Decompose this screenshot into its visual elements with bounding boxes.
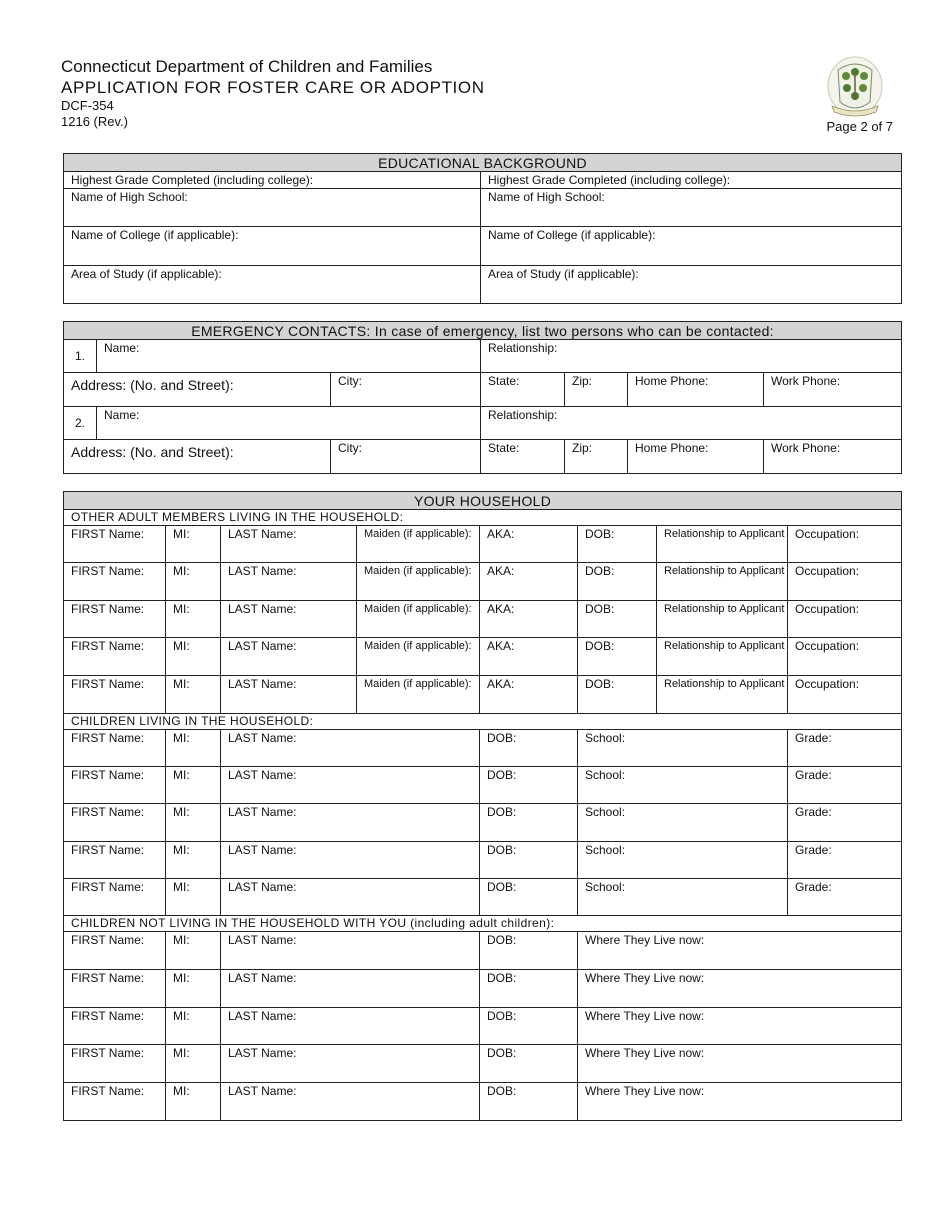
- adult-aka-field[interactable]: AKA:: [480, 526, 578, 563]
- applicant2-high-school-field[interactable]: Name of High School:: [481, 189, 902, 227]
- contact1-relationship-field[interactable]: Relationship:: [481, 340, 902, 373]
- applicant2-college-field[interactable]: Name of College (if applicable):: [481, 227, 902, 266]
- contact2-home-phone-field[interactable]: Home Phone:: [628, 440, 764, 474]
- adult-row: [64, 526, 902, 563]
- child-away-location-field[interactable]: Where They Live now:: [578, 1008, 902, 1045]
- adult-maiden-field[interactable]: Maiden (if applicable):: [357, 526, 480, 563]
- child-dob-field[interactable]: DOB:: [480, 804, 578, 842]
- contact2-city-field[interactable]: City:: [331, 440, 481, 474]
- adult-aka-field[interactable]: AKA:: [480, 601, 578, 638]
- contact-number: 1.: [64, 340, 97, 373]
- child-away-row: [64, 1083, 902, 1121]
- adult-occupation-field[interactable]: Occupation:: [788, 526, 902, 563]
- child-away-first-name-field[interactable]: FIRST Name:: [64, 970, 166, 1008]
- child-grade-field[interactable]: Grade:: [788, 767, 902, 804]
- contact2-state-field[interactable]: State:: [481, 440, 565, 474]
- child-away-row: [64, 1045, 902, 1083]
- adult-maiden-field[interactable]: Maiden (if applicable):: [357, 563, 480, 601]
- adult-row: [64, 638, 902, 676]
- agency-name: Connecticut Department of Children and Families: [61, 57, 433, 76]
- adult-maiden-field[interactable]: Maiden (if applicable):: [357, 676, 480, 714]
- contact2-zip-field[interactable]: Zip:: [565, 440, 628, 474]
- child-row: [64, 804, 902, 842]
- child-away-row: [64, 1008, 902, 1045]
- adult-relationship-field[interactable]: Relationship to Applicant: [657, 526, 788, 563]
- adult-first-name-field[interactable]: FIRST Name:: [64, 676, 166, 714]
- child-school-field[interactable]: School:: [578, 842, 788, 879]
- contact1-zip-field[interactable]: Zip:: [565, 373, 628, 407]
- child-away-last-name-field[interactable]: LAST Name:: [221, 1008, 480, 1045]
- child-away-first-name-field[interactable]: FIRST Name:: [64, 932, 166, 970]
- child-row: [64, 879, 902, 916]
- contact1-state-field[interactable]: State:: [481, 373, 565, 407]
- adult-aka-field[interactable]: AKA:: [480, 563, 578, 601]
- contact2-name-field[interactable]: Name:: [97, 407, 481, 440]
- child-school-field[interactable]: School:: [578, 879, 788, 916]
- applicant1-area-of-study-field[interactable]: Area of Study (if applicable):: [64, 266, 481, 304]
- child-mi-field[interactable]: MI:: [166, 879, 221, 916]
- adult-first-name-field[interactable]: FIRST Name:: [64, 638, 166, 676]
- adult-last-name-field[interactable]: LAST Name:: [221, 601, 357, 638]
- page-number: Page 2 of 7: [826, 119, 893, 134]
- applicant1-high-school-field[interactable]: Name of High School:: [64, 189, 481, 227]
- child-away-last-name-field[interactable]: LAST Name:: [221, 932, 480, 970]
- adult-dob-field[interactable]: DOB:: [578, 676, 657, 714]
- adult-last-name-field[interactable]: LAST Name:: [221, 526, 357, 563]
- child-away-last-name-field[interactable]: LAST Name:: [221, 970, 480, 1008]
- child-first-name-field[interactable]: FIRST Name:: [64, 804, 166, 842]
- adult-occupation-field[interactable]: Occupation:: [788, 638, 902, 676]
- child-first-name-field[interactable]: FIRST Name:: [64, 842, 166, 879]
- adult-occupation-field[interactable]: Occupation:: [788, 676, 902, 714]
- adult-first-name-field[interactable]: FIRST Name:: [64, 601, 166, 638]
- child-away-mi-field[interactable]: MI:: [166, 1045, 221, 1083]
- child-away-row: [64, 970, 902, 1008]
- adult-mi-field[interactable]: MI:: [166, 601, 221, 638]
- child-first-name-field[interactable]: FIRST Name:: [64, 767, 166, 804]
- adult-dob-field[interactable]: DOB:: [578, 638, 657, 676]
- educational-background-table: [63, 153, 902, 304]
- state-seal-icon: [826, 56, 884, 120]
- adult-dob-field[interactable]: DOB:: [578, 526, 657, 563]
- adult-relationship-field[interactable]: Relationship to Applicant: [657, 601, 788, 638]
- adult-mi-field[interactable]: MI:: [166, 638, 221, 676]
- child-away-location-field[interactable]: Where They Live now:: [578, 1083, 902, 1121]
- section-title: YOUR HOUSEHOLD: [64, 492, 902, 510]
- children-heading: CHILDREN LIVING IN THE HOUSEHOLD:: [64, 714, 902, 730]
- adult-last-name-field[interactable]: LAST Name:: [221, 638, 357, 676]
- contact1-work-phone-field[interactable]: Work Phone:: [764, 373, 902, 407]
- applicant2-area-of-study-field[interactable]: Area of Study (if applicable):: [481, 266, 902, 304]
- adult-row: [64, 601, 902, 638]
- child-away-last-name-field[interactable]: LAST Name:: [221, 1083, 480, 1121]
- child-away-dob-field[interactable]: DOB:: [480, 932, 578, 970]
- adult-mi-field[interactable]: MI:: [166, 526, 221, 563]
- adult-first-name-field[interactable]: FIRST Name:: [64, 563, 166, 601]
- child-school-field[interactable]: School:: [578, 767, 788, 804]
- adult-dob-field[interactable]: DOB:: [578, 601, 657, 638]
- child-grade-field[interactable]: Grade:: [788, 879, 902, 916]
- child-first-name-field[interactable]: FIRST Name:: [64, 730, 166, 767]
- contact2-work-phone-field[interactable]: Work Phone:: [764, 440, 902, 474]
- child-away-last-name-field[interactable]: LAST Name:: [221, 1045, 480, 1083]
- contact-number: 2.: [64, 407, 97, 440]
- child-dob-field[interactable]: DOB:: [480, 730, 578, 767]
- child-mi-field[interactable]: MI:: [166, 804, 221, 842]
- form-header: [61, 58, 485, 128]
- child-dob-field[interactable]: DOB:: [480, 842, 578, 879]
- contact2-address-field[interactable]: Address: (No. and Street):: [64, 440, 331, 474]
- child-away-dob-field[interactable]: DOB:: [480, 1045, 578, 1083]
- child-grade-field[interactable]: Grade:: [788, 730, 902, 767]
- child-last-name-field[interactable]: LAST Name:: [221, 842, 480, 879]
- child-row: [64, 767, 902, 804]
- child-away-mi-field[interactable]: MI:: [166, 932, 221, 970]
- child-last-name-field[interactable]: LAST Name:: [221, 730, 480, 767]
- adult-aka-field[interactable]: AKA:: [480, 638, 578, 676]
- adult-occupation-field[interactable]: Occupation:: [788, 601, 902, 638]
- child-dob-field[interactable]: DOB:: [480, 767, 578, 804]
- child-away-dob-field[interactable]: DOB:: [480, 1083, 578, 1121]
- child-away-first-name-field[interactable]: FIRST Name:: [64, 1083, 166, 1121]
- adult-mi-field[interactable]: MI:: [166, 676, 221, 714]
- adult-row: [64, 563, 902, 601]
- adult-relationship-field[interactable]: Relationship to Applicant: [657, 563, 788, 601]
- applicant1-college-field[interactable]: Name of College (if applicable):: [64, 227, 481, 266]
- child-away-row: [64, 932, 902, 970]
- child-away-mi-field[interactable]: MI:: [166, 970, 221, 1008]
- contact1-address-field[interactable]: Address: (No. and Street):: [64, 373, 331, 407]
- children-away-heading: CHILDREN NOT LIVING IN THE HOUSEHOLD WITH YOU (including adult children):: [64, 916, 902, 932]
- child-last-name-field[interactable]: LAST Name:: [221, 879, 480, 916]
- child-away-first-name-field[interactable]: FIRST Name:: [64, 1008, 166, 1045]
- child-grade-field[interactable]: Grade:: [788, 804, 902, 842]
- adult-relationship-field[interactable]: Relationship to Applicant: [657, 676, 788, 714]
- contact1-home-phone-field[interactable]: Home Phone:: [628, 373, 764, 407]
- adult-last-name-field[interactable]: LAST Name:: [221, 676, 357, 714]
- adult-mi-field[interactable]: MI:: [166, 563, 221, 601]
- child-school-field[interactable]: School:: [578, 804, 788, 842]
- child-away-location-field[interactable]: Where They Live now:: [578, 970, 902, 1008]
- child-mi-field[interactable]: MI:: [166, 730, 221, 767]
- adult-last-name-field[interactable]: LAST Name:: [221, 563, 357, 601]
- child-dob-field[interactable]: DOB:: [480, 879, 578, 916]
- section-title: EDUCATIONAL BACKGROUND: [64, 154, 902, 172]
- child-row: [64, 730, 902, 767]
- household-table: [63, 491, 902, 1121]
- child-last-name-field[interactable]: LAST Name:: [221, 767, 480, 804]
- emergency-contacts-table: [63, 321, 902, 474]
- child-grade-field[interactable]: Grade:: [788, 842, 902, 879]
- child-away-mi-field[interactable]: MI:: [166, 1008, 221, 1045]
- contact2-relationship-field[interactable]: Relationship:: [481, 407, 902, 440]
- child-away-location-field[interactable]: Where They Live now:: [578, 1045, 902, 1083]
- adult-occupation-field[interactable]: Occupation:: [788, 563, 902, 601]
- child-mi-field[interactable]: MI:: [166, 842, 221, 879]
- child-away-dob-field[interactable]: DOB:: [480, 1008, 578, 1045]
- child-last-name-field[interactable]: LAST Name:: [221, 804, 480, 842]
- adult-aka-field[interactable]: AKA:: [480, 676, 578, 714]
- form-code: DCF-354: [61, 98, 114, 113]
- child-away-mi-field[interactable]: MI:: [166, 1083, 221, 1121]
- applicant2-highest-grade-field[interactable]: Highest Grade Completed (including college):: [481, 172, 902, 189]
- child-first-name-field[interactable]: FIRST Name:: [64, 879, 166, 916]
- child-mi-field[interactable]: MI:: [166, 767, 221, 804]
- section-title: EMERGENCY CONTACTS: In case of emergency, list two persons who can be contacted:: [64, 322, 902, 340]
- child-row: [64, 842, 902, 879]
- adult-dob-field[interactable]: DOB:: [578, 563, 657, 601]
- form-title: APPLICATION FOR FOSTER CARE OR ADOPTION: [61, 78, 485, 97]
- contact1-city-field[interactable]: City:: [331, 373, 481, 407]
- form-revision: 1216 (Rev.): [61, 114, 128, 129]
- contact1-name-field[interactable]: Name:: [97, 340, 481, 373]
- applicant1-highest-grade-field[interactable]: Highest Grade Completed (including college):: [64, 172, 481, 189]
- adult-maiden-field[interactable]: Maiden (if applicable):: [357, 638, 480, 676]
- child-away-location-field[interactable]: Where They Live now:: [578, 932, 902, 970]
- child-away-first-name-field[interactable]: FIRST Name:: [64, 1045, 166, 1083]
- adult-first-name-field[interactable]: FIRST Name:: [64, 526, 166, 563]
- adult-row: [64, 676, 902, 714]
- adult-maiden-field[interactable]: Maiden (if applicable):: [357, 601, 480, 638]
- adults-heading: OTHER ADULT MEMBERS LIVING IN THE HOUSEHOLD:: [64, 510, 902, 526]
- adult-relationship-field[interactable]: Relationship to Applicant: [657, 638, 788, 676]
- child-away-dob-field[interactable]: DOB:: [480, 970, 578, 1008]
- child-school-field[interactable]: School:: [578, 730, 788, 767]
